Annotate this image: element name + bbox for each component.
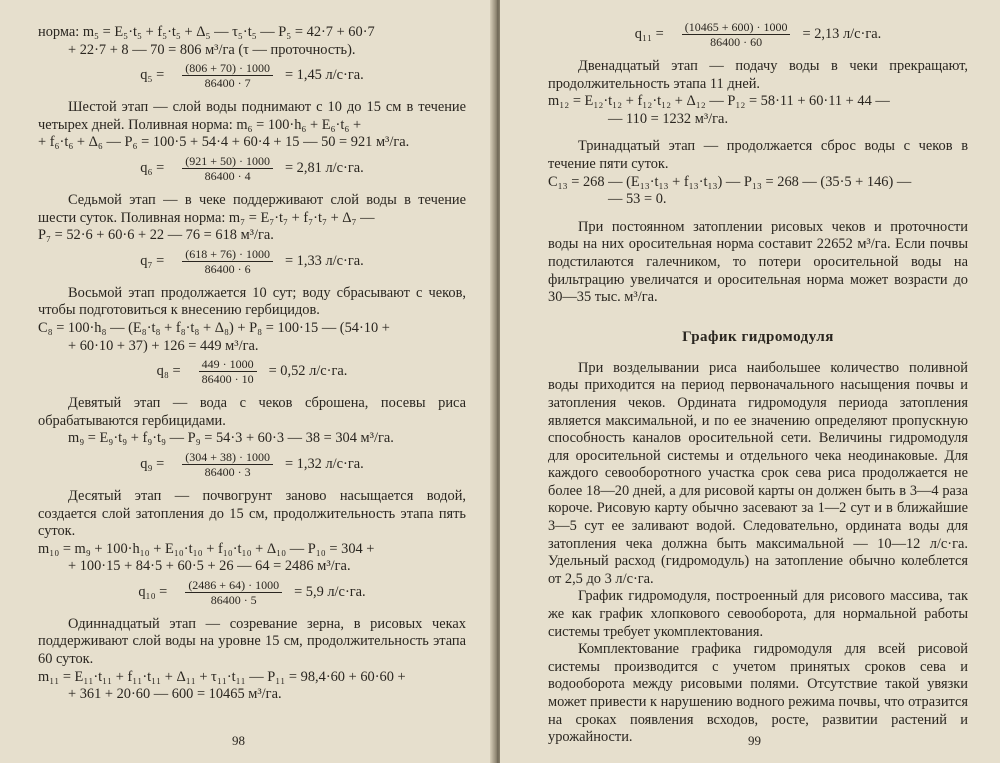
formula-q6 bbox=[38, 154, 466, 183]
formula-q11 bbox=[548, 20, 968, 49]
fraction-denominator: 86400 · 10 bbox=[201, 372, 254, 387]
paragraph-stage9: Девятый этап — вода с чеков сброшена, посевы риса обрабатываются гербицидами. bbox=[38, 395, 466, 429]
paragraph-stage13: Тринадцатый этап — продолжается сброс воды с чеков в течение пяти суток. bbox=[548, 138, 968, 172]
equation-c8-line2: + 60·10 + 37) + 126 = 449 м³/га. bbox=[68, 337, 259, 354]
formula-q7-lhs: q₇ = bbox=[140, 252, 165, 269]
equation-m11-line2: + 361 + 20·60 — 600 = 10465 м³/га. bbox=[68, 686, 282, 703]
paragraph-hydromodule-2: График гидромодуля, построенный для рисового массива, так же как график хлопкового севооборота, для нормальной работы системы требует укомплектования. bbox=[548, 588, 968, 640]
fraction-q11 bbox=[682, 20, 791, 49]
fraction-numerator: (618 + 76) · 1000 bbox=[182, 247, 273, 262]
paragraph-stage6: Шестой этап — слой воды поднимают с 10 до 15 см в течение четырех дней. Поливная норма: m₆ = 100·h₆ + E₆·t₆ + bbox=[38, 99, 466, 133]
equation-c8-line1: C₈ = 100·h₈ — (E₈·t₈ + f₈·t₈ + Δ₈) + P₈ = 100·15 — (54·10 + bbox=[38, 319, 390, 336]
equation-m12-line2: — 110 = 1232 м³/га. bbox=[608, 110, 729, 127]
paragraph-stage11: Одиннадцатый этап — созревание зерна, в рисовых чеках поддерживают слой воды на уровне 15 см, продолжительность этапа 60 суток. bbox=[38, 615, 466, 668]
formula-q9-lhs: q₉ = bbox=[140, 455, 165, 472]
equation-m5-line2: + 22·7 + 8 — 70 = 806 м³/га (τ — проточность). bbox=[68, 41, 356, 58]
formula-q9 bbox=[38, 450, 466, 479]
fraction-q8 bbox=[199, 357, 257, 386]
paragraph-stage10: Десятый этап — почвогрунт заново насыщается водой, создается слой затопления до 15 см, продолжительность этапа пять суток. bbox=[38, 487, 466, 540]
right-page bbox=[500, 0, 1000, 763]
equation-c13-line1: C₁₃ = 268 — (E₁₃·t₁₃ + f₁₃·t₁₃) — P₁₃ = 268 — (35·5 + 146) — bbox=[548, 173, 912, 190]
fraction-denominator: 86400 · 60 bbox=[710, 35, 763, 49]
fraction-q9 bbox=[182, 450, 273, 479]
fraction-numerator: (806 + 70) · 1000 bbox=[182, 61, 273, 76]
formula-q7 bbox=[38, 247, 466, 276]
formula-q8-lhs: q₈ = bbox=[156, 363, 181, 380]
fraction-q10 bbox=[185, 578, 282, 607]
equation-m10-line1: m₁₀ = m₉ + 100·h₁₀ + E₁₀·t₁₀ + f₁₀·t₁₀ + Δ₁₀ — P₁₀ = 304 + bbox=[38, 540, 375, 557]
fraction-numerator: 449 · 1000 bbox=[199, 357, 257, 372]
equation-m10-line2: + 100·15 + 84·5 + 60·5 + 26 — 64 = 2486 м³/га. bbox=[68, 558, 351, 575]
paragraph-stage12: Двенадцатый этап — подачу воды в чеки прекращают, продолжительность этапа 11 дней. bbox=[548, 58, 968, 92]
fraction-denominator: 86400 · 6 bbox=[204, 261, 251, 276]
fraction-numerator: (304 + 38) · 1000 bbox=[182, 450, 273, 465]
equation-m5-line1: норма: m₅ = E₅·t₅ + f₅·t₅ + Δ₅ — τ₅·t₅ — P₅ = 42·7 + 60·7 bbox=[38, 24, 375, 40]
formula-q10-result: = 5,9 л/с·га. bbox=[294, 583, 366, 600]
equation-m11-line1: m₁₁ = E₁₁·t₁₁ + f₁₁·t₁₁ + Δ₁₁ + τ₁₁·t₁₁ — P₁₁ = 98,4·60 + 60·60 + bbox=[38, 668, 406, 685]
formula-q8 bbox=[38, 357, 466, 386]
fraction-numerator: (921 + 50) · 1000 bbox=[182, 154, 273, 169]
fraction-numerator: (2486 + 64) · 1000 bbox=[185, 578, 282, 593]
formula-q6-result: = 2,81 л/с·га. bbox=[284, 159, 364, 176]
fraction-denominator: 86400 · 3 bbox=[204, 464, 251, 479]
paragraph-constant-flooding: При постоянном затоплении рисовых чеков и проточности воды на них оросительная норма составит 22652 м³/га. Если почвы подстилаются галечником, то потери оросительной воды на фильтрацию увеличатся и оросительная норма может возрасти до 30—35 тыс. м³/га. bbox=[548, 218, 968, 306]
equation-m12-line1: m₁₂ = E₁₂·t₁₂ + f₁₂·t₁₂ + Δ₁₂ — P₁₂ = 58·11 + 60·11 + 44 — bbox=[548, 93, 890, 110]
formula-q8-result: = 0,52 л/с·га. bbox=[268, 363, 348, 380]
page-number: 99 bbox=[748, 733, 761, 748]
left-page bbox=[0, 0, 494, 763]
fraction-q7 bbox=[182, 247, 273, 276]
formula-q9-result: = 1,32 л/с·га. bbox=[284, 455, 364, 472]
fraction-q5 bbox=[182, 61, 273, 90]
paragraph-stage8: Восьмой этап продолжается 10 сут; воду сбрасывают с чеков, чтобы подготовиться к внесению гербицидов. bbox=[38, 284, 466, 319]
paragraph-hydromodule-3: Комплектование графика гидромодуля для всей рисовой системы производится с учетом принятых сроков сева и водооборота между рисовыми полями. Отсутствие такой увязки может привести к нарушению водного режима почвы, что отразится на сроках появления всходов, росте, развитии растений и урожайности. bbox=[548, 641, 968, 746]
fraction-denominator: 86400 · 5 bbox=[210, 592, 257, 607]
fraction-q6 bbox=[182, 154, 273, 183]
paragraph-hydromodule-1: При возделывании риса наибольшее количество поливной воды приходится на период первоначального насыщения почвы и затопления чеков. Ордината гидромодуля периода затопления является максимальной, и по ее значению определяют пропускную способность каналов оросительной сети. Величины гидромодуля для оросительной системы и отдельного чека неодинаковые. Для каждого севооборотного участка срок сева риса продолжается не более 18—20 дней, а для рисовой карты он должен быть в 3—4 раза короче. Рисовую карту обычно засевают за 1—2 сут и в ближайшие 3—5 сут ее заливают водой. Следовательно, ордината воды для затопления чека должна быть максимальной — 10—12 л/с·га. Удельный расход (гидромодуль) на затопление обычно колеблется от 2,5 до 3 л/с·га. bbox=[548, 359, 968, 587]
fraction-denominator: 86400 · 7 bbox=[204, 76, 251, 91]
equation-c13-line2: — 53 = 0. bbox=[608, 191, 667, 208]
equation-m9: m₉ = E₉·t₉ + f₉·t₉ — P₉ = 54·3 + 60·3 — 38 = 304 м³/га. bbox=[68, 430, 394, 447]
formula-q5-result: = 1,45 л/с·га. bbox=[284, 67, 364, 84]
formula-q6-lhs: q₆ = bbox=[140, 159, 165, 176]
paragraph-stage7: Седьмой этап — в чеке поддерживают слой воды в течение шести суток. Поливная норма: m₇ = E₇·t₇ + f₇·t₇ + Δ₇ — bbox=[38, 191, 466, 226]
formula-q5 bbox=[38, 61, 466, 90]
equation-m7-cont: P₇ = 52·6 + 60·6 + 22 — 76 = 618 м³/га. bbox=[38, 227, 274, 244]
section-heading: График гидромодуля bbox=[682, 328, 834, 345]
formula-q11-lhs: q₁₁ = bbox=[634, 26, 664, 42]
fraction-denominator: 86400 · 4 bbox=[204, 168, 251, 183]
formula-q10-lhs: q₁₀ = bbox=[138, 583, 168, 600]
formula-q11-result: = 2,13 л/с·га. bbox=[802, 26, 882, 42]
formula-q5-lhs: q₅ = bbox=[140, 67, 165, 84]
formula-q10 bbox=[38, 578, 466, 607]
fraction-numerator: (10465 + 600) · 1000 bbox=[682, 20, 791, 35]
formula-q7-result: = 1,33 л/с·га. bbox=[284, 252, 364, 269]
page-number: 98 bbox=[232, 733, 245, 748]
equation-m6-cont: + f₆·t₆ + Δ₆ — P₆ = 100·5 + 54·4 + 60·4 + 15 — 50 = 921 м³/га. bbox=[38, 134, 410, 151]
